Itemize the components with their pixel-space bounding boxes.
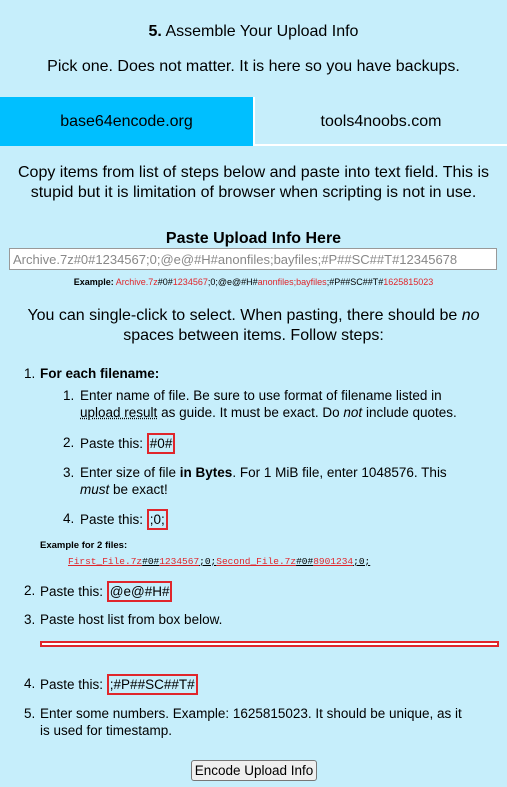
substep-emphasis: not <box>343 405 363 420</box>
substep-text: Paste this: <box>80 436 147 451</box>
example-sep: ;0; <box>353 556 371 567</box>
step-number: 5. <box>148 23 162 40</box>
substep-number: 3. <box>63 465 75 480</box>
substep-text: include quotes. <box>362 405 457 420</box>
step-1-label: For each filename: <box>40 366 160 381</box>
example-size: 1234567 <box>172 277 208 287</box>
step-3-text: Paste host list from box below. <box>40 612 223 627</box>
paste-section-title: Paste Upload Info Here <box>165 230 342 247</box>
substep-bold: in Bytes <box>179 465 233 480</box>
encoder-tabs <box>0 97 507 146</box>
upload-result-link[interactable]: upload result <box>80 405 158 420</box>
substep-text: Paste this: <box>80 512 147 527</box>
substep-emphasis: must <box>80 482 110 497</box>
step-text: Paste this: <box>40 584 107 599</box>
copy-instructions: Copy items from list of steps below and paste into text field. This is stupid but it is limitation of browser when scripting is not in use. <box>17 164 490 201</box>
note-text: You can single-click to select. When pasting, there should be <box>27 307 462 324</box>
code-snippet[interactable]: ;0; <box>147 509 168 530</box>
substep-3-line2 <box>80 482 168 497</box>
example-sep: ;#P##SC##T# <box>326 277 384 287</box>
example-sep: ;0; <box>199 556 217 567</box>
substep-4 <box>80 509 168 530</box>
example-file-name: Second_File.7z <box>216 556 297 567</box>
substep-number: 4. <box>63 511 75 526</box>
step-number: 2. <box>24 583 36 598</box>
substep-1-text: Enter name of file. Be sure to use format of filename listed in <box>80 388 442 403</box>
step-title: Assemble Your Upload Info <box>165 23 359 40</box>
note-text: spaces between items. Follow steps: <box>123 327 384 344</box>
step-number: 5. <box>24 706 36 721</box>
example-file-name: First_File.7z <box>68 556 143 567</box>
step-5-line1: Enter some numbers. Example: 1625815023. It should be unique, as it <box>40 706 462 721</box>
example-file-size: 8901234 <box>313 556 354 567</box>
substep-1-line2 <box>80 405 457 420</box>
example-filename: Archive.7z <box>115 277 158 287</box>
example-sep: #0# <box>157 277 173 287</box>
example-line <box>0 277 507 287</box>
tab-tools4noobs[interactable]: tools4noobs.com <box>253 97 507 146</box>
tab-base64encode[interactable]: base64encode.org <box>0 97 253 146</box>
step-2 <box>40 581 172 602</box>
substep-3-line1 <box>80 465 447 480</box>
substep-number: 1. <box>63 388 75 403</box>
example-2-files <box>68 556 370 567</box>
step-text: Paste this: <box>40 677 107 692</box>
substep-2 <box>80 433 175 454</box>
encode-upload-info-button[interactable]: Encode Upload Info <box>191 760 317 781</box>
example-sep: ;0;@e@#H# <box>207 277 258 287</box>
substep-text: Enter size of file <box>80 465 180 480</box>
code-snippet[interactable]: @e@#H# <box>107 581 173 602</box>
step-number: 1. <box>24 366 36 381</box>
example-hosts: anonfiles;bayfiles <box>257 277 327 287</box>
note-emphasis: no <box>461 307 480 324</box>
step-subtitle: Pick one. Does not matter. It is here so you have backups. <box>47 58 460 75</box>
example-timestamp: 1625815023 <box>383 277 434 287</box>
substep-number: 2. <box>63 435 75 450</box>
code-snippet[interactable]: #0# <box>147 433 176 454</box>
example-sep: #0# <box>142 556 160 567</box>
substep-text: be exact! <box>109 482 168 497</box>
substep-text: as guide. It must be exact. Do <box>157 405 344 420</box>
step-number: 4. <box>24 676 36 691</box>
upload-info-input[interactable] <box>9 248 497 270</box>
example-file-size: 1234567 <box>159 556 200 567</box>
example-sep: #0# <box>296 556 314 567</box>
step-5-line2: is used for timestamp. <box>40 723 173 738</box>
example-2-files-label: Example for 2 files: <box>40 540 128 551</box>
step-number: 3. <box>24 612 36 627</box>
step-4 <box>40 674 198 695</box>
step-heading <box>0 23 507 41</box>
host-list-box[interactable] <box>40 641 499 647</box>
substep-text: . For 1 MiB file, enter 1048576. This <box>232 465 447 480</box>
code-snippet[interactable]: ;#P##SC##T# <box>107 674 198 695</box>
single-click-note <box>20 306 487 346</box>
example-label: Example: <box>73 277 114 287</box>
